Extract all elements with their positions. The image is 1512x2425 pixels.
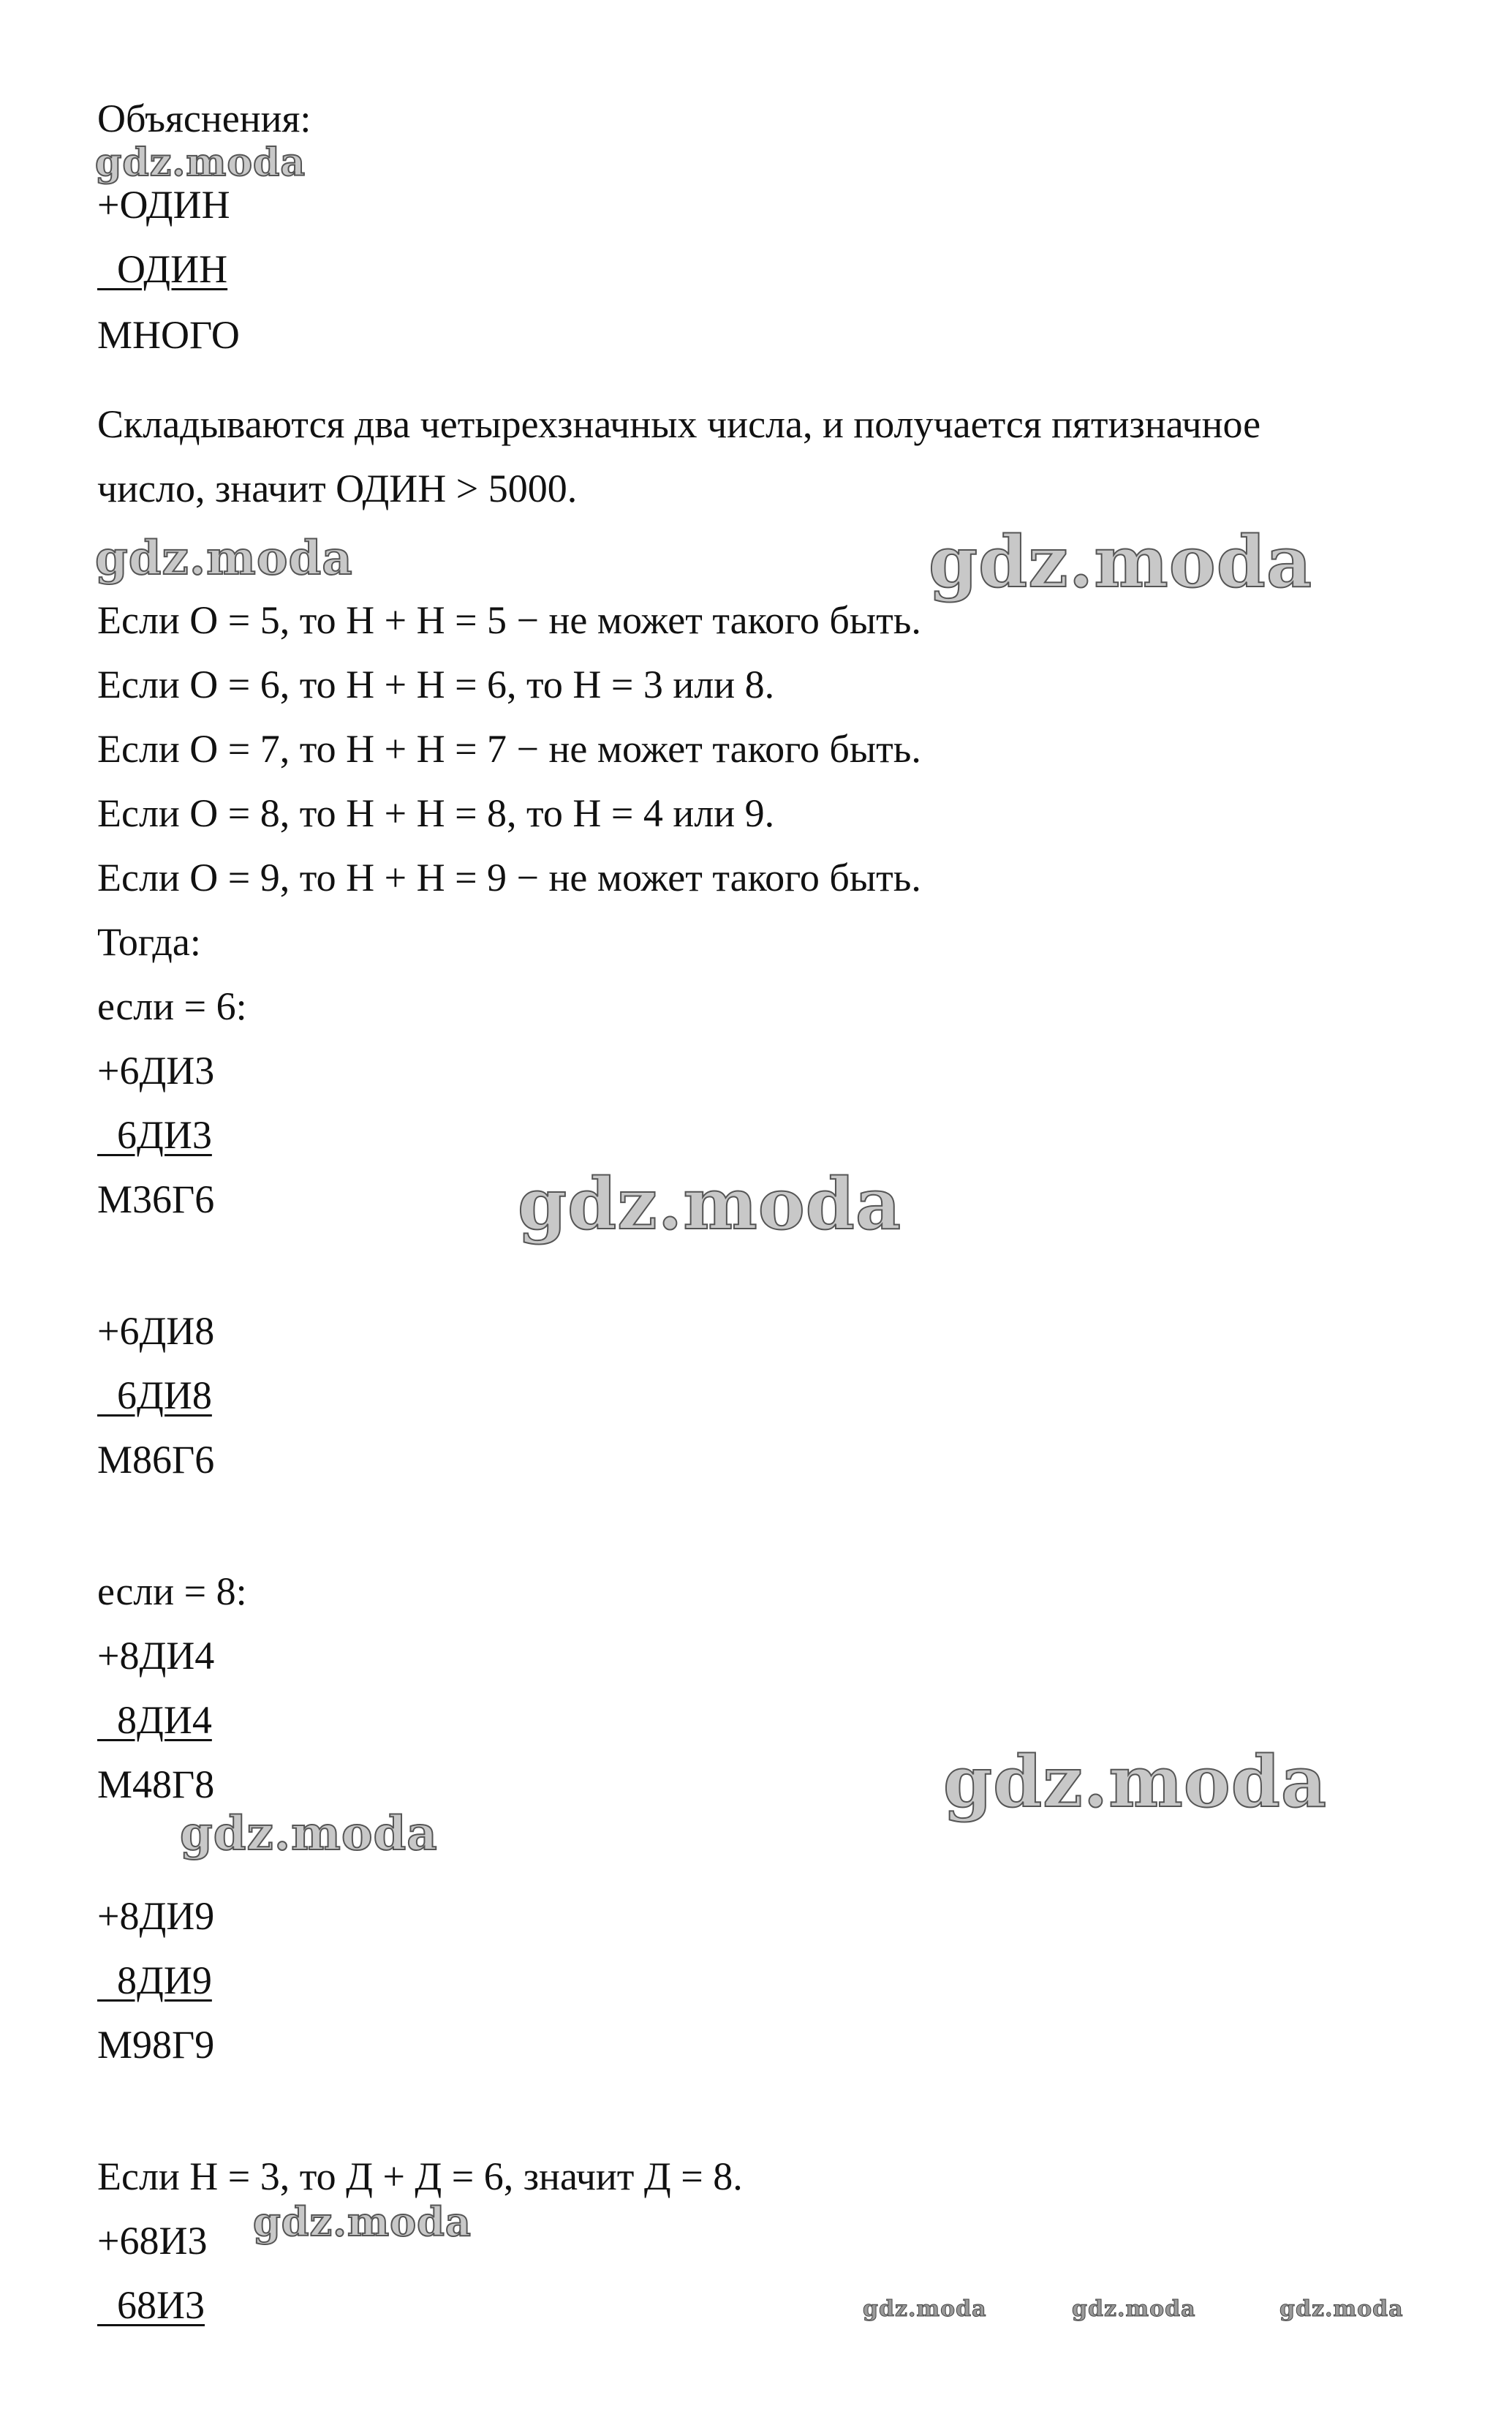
sum-line-2: [97, 246, 227, 293]
watermark: gdz.moda: [95, 531, 353, 586]
sum-68i3-bottom-text: 68И3: [97, 2283, 205, 2327]
sum-8di4-bottom: [97, 1697, 212, 1743]
sum-6di3-top: +6ДИ3: [97, 1049, 215, 1093]
case-o9: Если О = 9, то Н + Н = 9 − не может такого быть.: [97, 856, 921, 900]
watermark: gdz.moda: [943, 1741, 1328, 1823]
watermark: gdz.moda: [1072, 2296, 1196, 2322]
sum-6di8-top: +6ДИ8: [97, 1309, 215, 1353]
sum-6di8-result: М86Г6: [97, 1438, 215, 1482]
case-o6: Если О = 6, то Н + Н = 6, то Н = 3 или 8.: [97, 663, 775, 706]
case-n3: Если Н = 3, то Д + Д = 6, значит Д = 8.: [97, 2154, 743, 2198]
watermark: gdz.moda: [253, 2198, 472, 2245]
watermark: gdz.moda: [929, 521, 1313, 603]
case-o8: Если О = 8, то Н + Н = 8, то Н = 4 или 9.: [97, 791, 775, 835]
watermark: gdz.moda: [1279, 2296, 1404, 2322]
paragraph-line-1: Складываются два четырехзначных числа, и получается пятизначное: [97, 402, 1261, 446]
watermark: gdz.moda: [518, 1163, 902, 1245]
sum-8di4-top: +8ДИ4: [97, 1634, 215, 1678]
sum-8di9-bottom-text: 8ДИ9: [97, 1958, 212, 2002]
sum-6di8-bottom: [97, 1372, 212, 1419]
sum-68i3-bottom: [97, 2282, 205, 2328]
watermark: gdz.moda: [95, 140, 306, 185]
sum-8di9-top: +8ДИ9: [97, 1894, 215, 1938]
sum-8di9-result: М98Г9: [97, 2023, 215, 2067]
case-o5: Если О = 5, то Н + Н = 5 − не может такого быть.: [97, 598, 921, 642]
sum-6di3-result: М36Г6: [97, 1177, 215, 1221]
sum-8di4-bottom-text: 8ДИ4: [97, 1698, 212, 1742]
then-label: Тогда:: [97, 920, 201, 964]
if-eight-label: если = 8:: [97, 1569, 247, 1613]
sum-6di3-bottom: [97, 1112, 212, 1158]
watermark: gdz.moda: [863, 2296, 987, 2322]
paragraph-line-2: число, значит ОДИН > 5000.: [97, 467, 578, 510]
heading-explanations: Объяснения:: [97, 97, 311, 140]
sum-6di3-bottom-text: 6ДИ3: [97, 1113, 212, 1157]
sum-8di4-result: М48Г8: [97, 1762, 215, 1806]
sum-68i3-top: +68И3: [97, 2219, 208, 2263]
watermark: gdz.moda: [180, 1806, 438, 1861]
case-o7: Если О = 7, то Н + Н = 7 − не может такого быть.: [97, 727, 921, 771]
sum-8di9-bottom: [97, 1957, 212, 2004]
sum-6di8-bottom-text: 6ДИ8: [97, 1373, 212, 1417]
sum-line-1: +ОДИН: [97, 183, 230, 227]
sum-result: МНОГО: [97, 313, 240, 357]
sum-line-2-text: ОДИН: [97, 247, 228, 291]
if-six-label: если = 6:: [97, 984, 247, 1028]
